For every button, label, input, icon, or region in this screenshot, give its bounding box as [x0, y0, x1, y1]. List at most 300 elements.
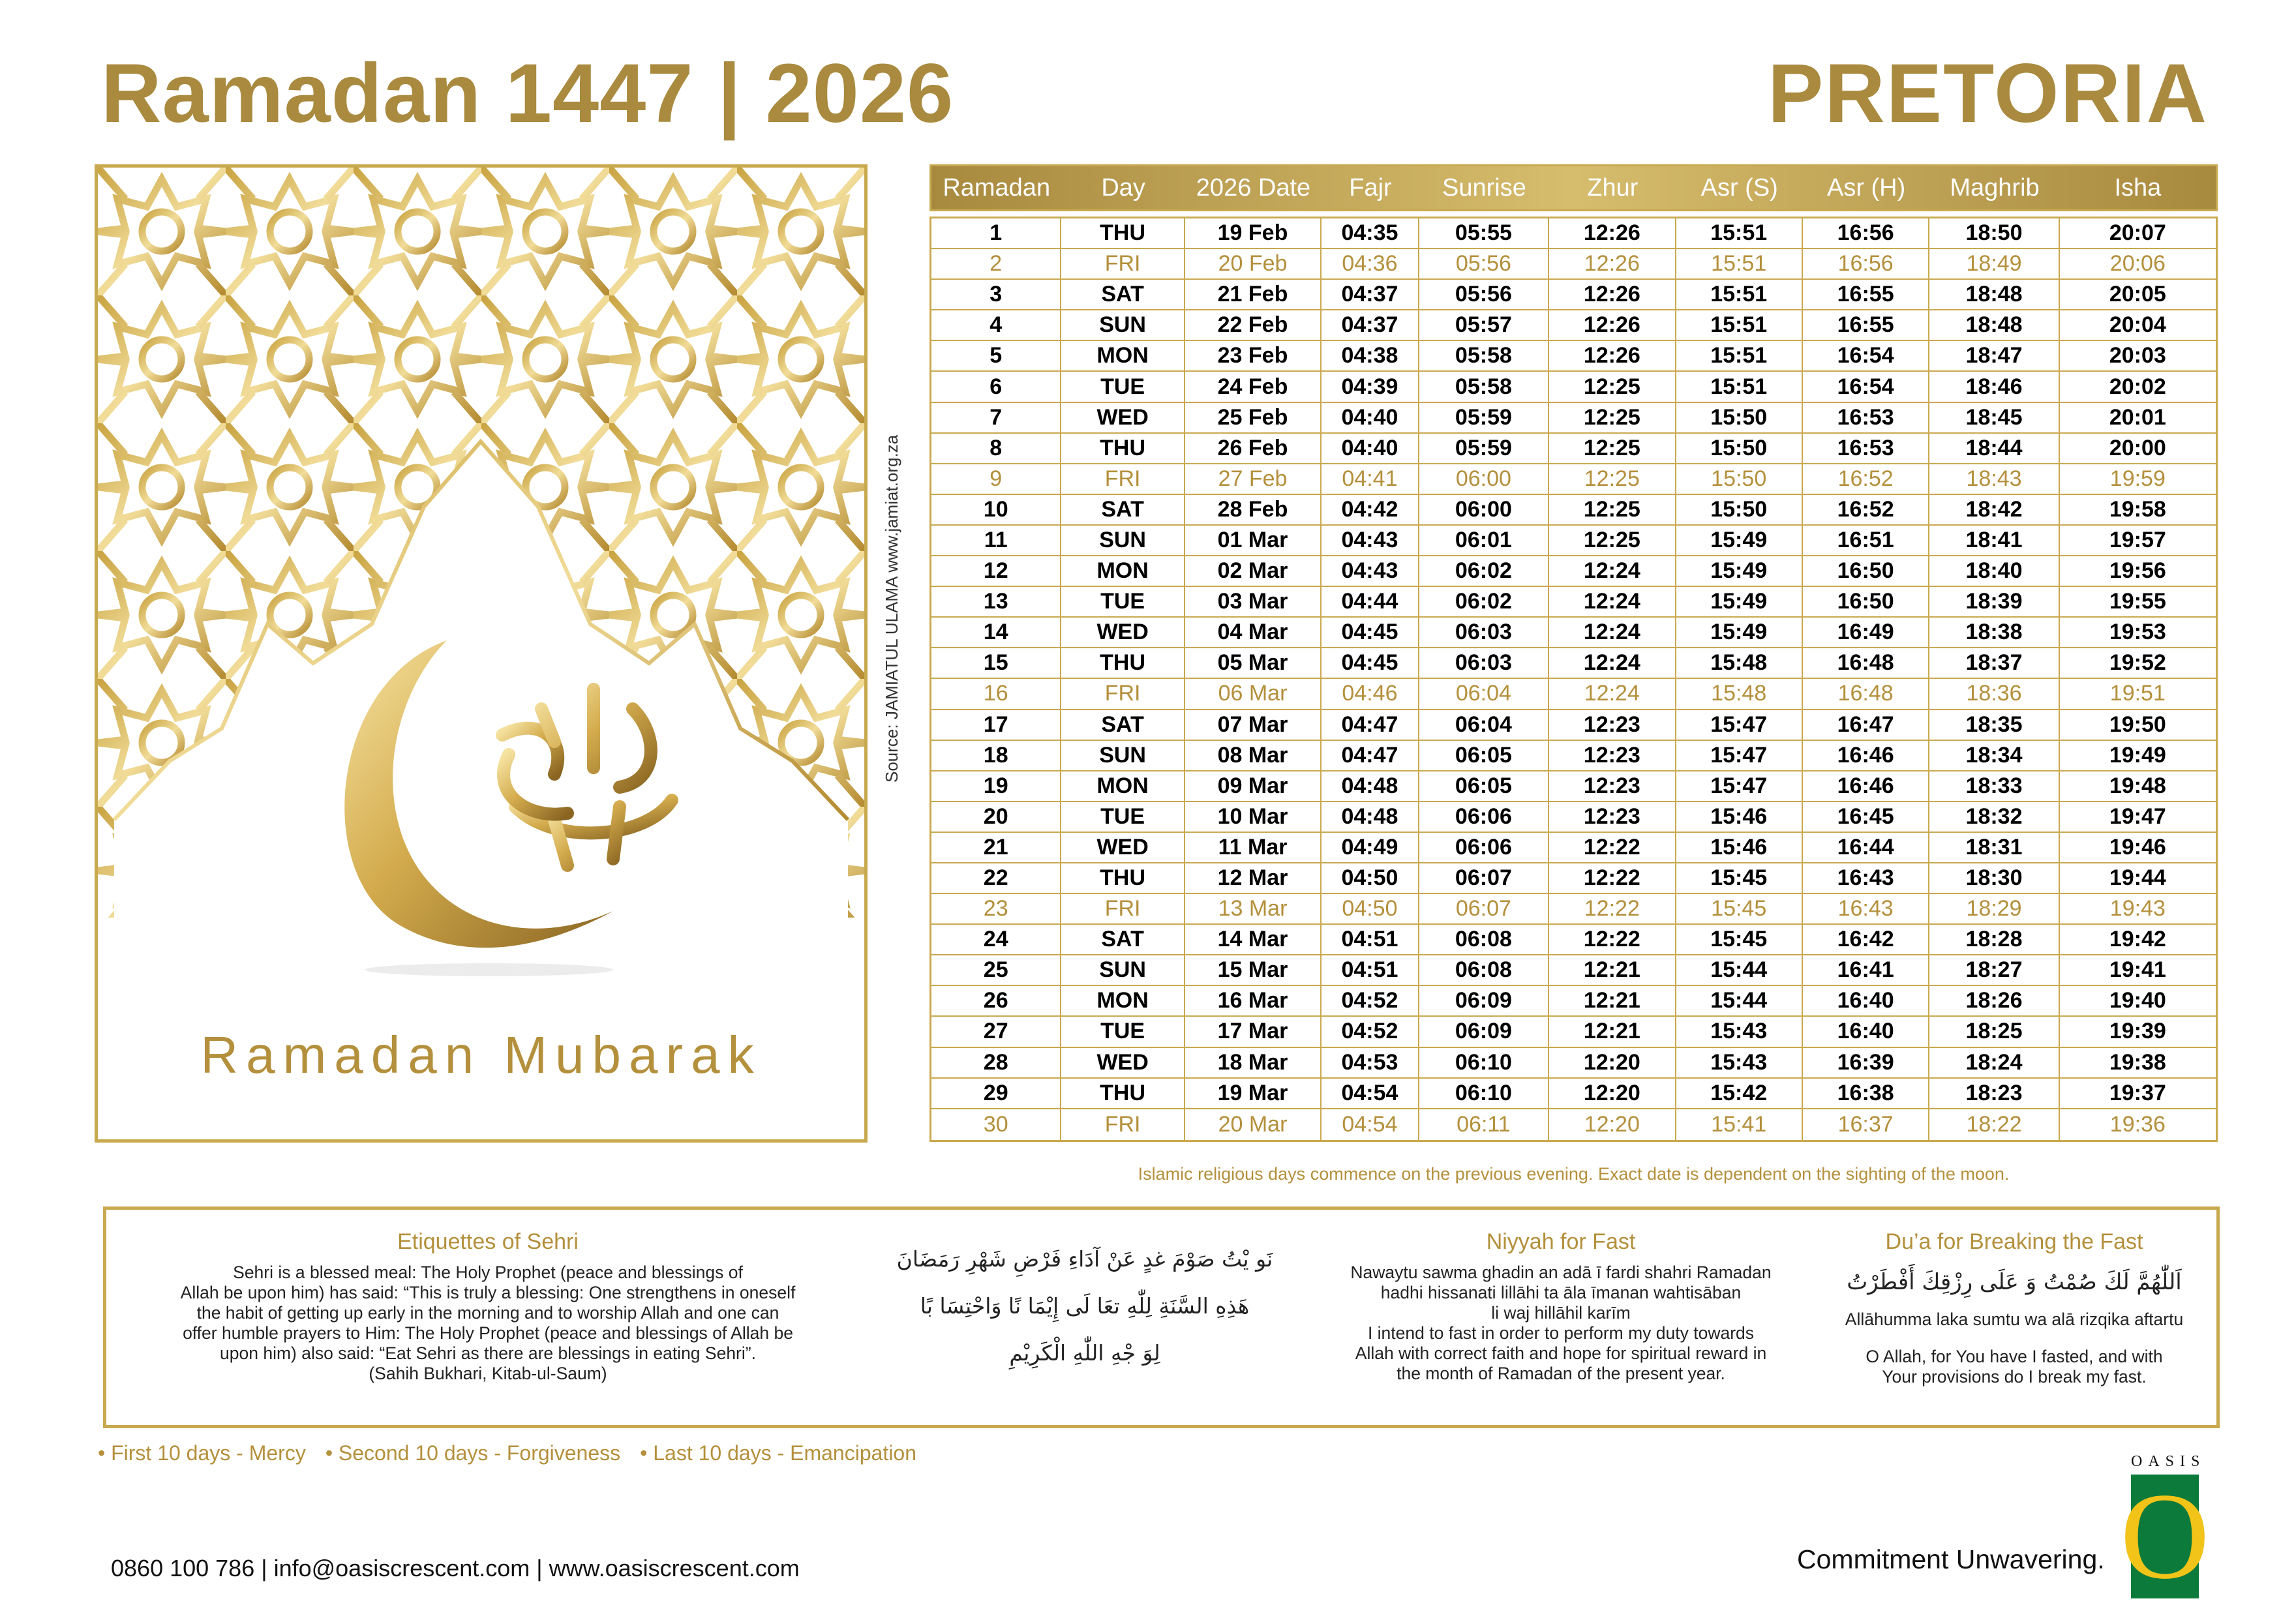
cell-fajr: 04:43: [1322, 526, 1419, 555]
cell-sunrise: 06:06: [1419, 802, 1549, 831]
cell-isha: 19:37: [2109, 1080, 2166, 1105]
cell-sunrise: 06:03: [1419, 618, 1549, 647]
tagline: Commitment Unwavering.: [1797, 1544, 2105, 1574]
cell-maghrib: 18:32: [1929, 802, 2059, 831]
cell-fajr: 04:40: [1322, 434, 1419, 463]
cell-ramadan-day: 26: [931, 986, 1061, 1015]
cell-zhur: 12:24: [1549, 556, 1676, 586]
cell-asr-s: 15:44: [1676, 955, 1803, 985]
cell-zhur: 12:22: [1549, 894, 1676, 923]
cell-isha: 19:39: [2109, 1019, 2166, 1044]
cell-zhur: 12:25: [1549, 464, 1676, 494]
table-row: [931, 310, 2216, 341]
geometric-pattern-illustration: [98, 168, 864, 1139]
cell-fajr: 04:49: [1322, 833, 1419, 862]
contact-details: 0860 100 786 | info@oasiscrescent.com | www.oasiscrescent.com: [111, 1555, 800, 1581]
logo-word: OASIS: [2131, 1453, 2206, 1470]
table-row: [931, 772, 2216, 802]
second-ten-days: • Second 10 days - Forgiveness: [325, 1441, 621, 1465]
cell-weekday: THU: [1061, 434, 1185, 463]
cell-zhur: 12:24: [1549, 618, 1676, 647]
cell-asr-s: 15:50: [1676, 464, 1803, 494]
cell-asr-h: 16:46: [1803, 741, 1929, 770]
cell-sunrise: 06:08: [1419, 925, 1549, 954]
cell-asr-s: 15:49: [1676, 618, 1803, 647]
cell-maghrib: 18:44: [1929, 434, 2059, 463]
timetable-body: [929, 217, 2218, 1142]
source-credit: Source: JAMIATUL ULAMA www.jamiat.org.za: [882, 434, 901, 783]
cell-date: 07 Mar: [1185, 710, 1322, 740]
cell-sunrise: 06:02: [1419, 587, 1549, 616]
cell-sunrise: 05:56: [1419, 280, 1549, 309]
cell-fajr: 04:42: [1322, 495, 1419, 524]
cell-weekday: WED: [1061, 403, 1185, 432]
cell-asr-s: 15:47: [1676, 772, 1803, 801]
cell-weekday: FRI: [1061, 894, 1185, 923]
cell-asr-s: 15:51: [1676, 372, 1803, 401]
cell-date: 26 Feb: [1185, 434, 1322, 463]
cell-zhur: 12:22: [1549, 925, 1676, 954]
ramadan-thirds: [98, 1441, 916, 1465]
cell-zhur: 12:23: [1549, 710, 1676, 740]
cell-asr-s: 15:45: [1676, 863, 1803, 893]
cell-sunrise: 06:10: [1419, 1048, 1549, 1077]
cell-date: 03 Mar: [1185, 587, 1322, 616]
cell-fajr: 04:48: [1322, 802, 1419, 831]
cell-asr-h: 16:44: [1803, 833, 1929, 862]
cell-date: 09 Mar: [1185, 772, 1322, 801]
cell-date: 19 Feb: [1185, 218, 1322, 248]
cell-zhur: 12:25: [1549, 526, 1676, 555]
cell-maghrib: 18:22: [1929, 1109, 2059, 1140]
cell-maghrib: 18:25: [1929, 1017, 2059, 1046]
cell-date: 25 Feb: [1185, 403, 1322, 432]
cell-fajr: 04:43: [1322, 556, 1419, 586]
cell-maghrib: 18:35: [1929, 710, 2059, 740]
col-header-maghrib: Maghrib: [1950, 173, 2040, 202]
table-row: [931, 341, 2216, 372]
cell-ramadan-day: 10: [931, 495, 1061, 524]
cell-asr-s: 15:43: [1676, 1017, 1803, 1046]
col-header-zhur: Zhur: [1587, 173, 1639, 202]
timetable-header: [929, 164, 2218, 211]
cell-isha: 20:04: [2109, 312, 2166, 338]
table-row: [931, 218, 2216, 249]
table-row: [931, 280, 2216, 310]
cell-asr-s: 15:51: [1676, 280, 1803, 309]
cell-sunrise: 05:56: [1419, 249, 1549, 278]
cell-maghrib: 18:38: [1929, 618, 2059, 647]
cell-isha: 20:05: [2109, 282, 2166, 307]
cell-fajr: 04:40: [1322, 403, 1419, 432]
first-ten-days: • First 10 days - Mercy: [98, 1441, 306, 1465]
cell-weekday: MON: [1061, 556, 1185, 586]
niyyah-arabic: نَو يْتُ صَوْمَ غدٍ عَنْ آدَاءِ فَرْضِ شَهْرِ رَمَضَانَ هَذِهِ السَّنَةِ لِلّٰهِ تعَا لَى إِيْمَا نًا وَاحْتِسَا بًا لِوَ جْهِ اللّٰهِ الْكَرِيْمِ: [896, 1246, 1273, 1366]
table-row: [931, 495, 2216, 526]
cell-isha: 19:42: [2109, 927, 2166, 952]
cell-asr-s: 15:45: [1676, 925, 1803, 954]
cell-maghrib: 18:37: [1929, 648, 2059, 678]
cell-zhur: 12:20: [1549, 1079, 1676, 1108]
cell-weekday: FRI: [1061, 679, 1185, 708]
cell-asr-h: 16:52: [1803, 464, 1929, 494]
cell-ramadan-day: 27: [931, 1017, 1061, 1046]
cell-fajr: 04:54: [1322, 1109, 1419, 1140]
cell-ramadan-day: 25: [931, 955, 1061, 985]
col-header-sunrise: Sunrise: [1442, 173, 1526, 202]
cell-weekday: THU: [1061, 648, 1185, 678]
cell-asr-h: 16:47: [1803, 710, 1929, 740]
cell-date: 19 Mar: [1185, 1079, 1322, 1108]
cell-date: 13 Mar: [1185, 894, 1322, 923]
cell-weekday: WED: [1061, 833, 1185, 862]
cell-date: 21 Feb: [1185, 280, 1322, 309]
moon-sighting-note: Islamic religious days commence on the previous evening. Exact date is dependent on the sighting of the moon.: [1138, 1164, 2010, 1184]
cell-sunrise: 06:05: [1419, 772, 1549, 801]
table-row: [931, 648, 2216, 679]
cell-zhur: 12:26: [1549, 218, 1676, 248]
cell-isha: 19:53: [2109, 620, 2166, 645]
cell-date: 12 Mar: [1185, 863, 1322, 893]
cell-zhur: 12:23: [1549, 741, 1676, 770]
cell-date: 24 Feb: [1185, 372, 1322, 401]
cell-ramadan-day: 9: [931, 464, 1061, 494]
cell-date: 11 Mar: [1185, 833, 1322, 862]
cell-asr-h: 16:56: [1803, 249, 1929, 278]
cell-zhur: 12:23: [1549, 802, 1676, 831]
cell-zhur: 12:25: [1549, 372, 1676, 401]
cell-date: 27 Feb: [1185, 464, 1322, 494]
cell-asr-h: 16:45: [1803, 802, 1929, 831]
table-row: [931, 249, 2216, 280]
cell-maghrib: 18:40: [1929, 556, 2059, 586]
table-row: [931, 710, 2216, 741]
cell-asr-s: 15:44: [1676, 986, 1803, 1015]
cell-isha: 19:55: [2109, 589, 2166, 614]
cell-ramadan-day: 5: [931, 341, 1061, 370]
cell-ramadan-day: 11: [931, 526, 1061, 555]
cell-date: 16 Mar: [1185, 986, 1322, 1015]
cell-ramadan-day: 3: [931, 280, 1061, 309]
cell-weekday: SAT: [1061, 925, 1185, 954]
cell-weekday: SUN: [1061, 741, 1185, 770]
cell-maghrib: 18:46: [1929, 372, 2059, 401]
cell-maghrib: 18:45: [1929, 403, 2059, 432]
cell-date: 10 Mar: [1185, 802, 1322, 831]
col-header-isha: Isha: [2114, 173, 2162, 202]
cell-weekday: MON: [1061, 772, 1185, 801]
table-row: [931, 955, 2216, 986]
cell-zhur: 12:23: [1549, 772, 1676, 801]
cell-ramadan-day: 15: [931, 648, 1061, 678]
cell-fajr: 04:46: [1322, 679, 1419, 708]
cell-fajr: 04:50: [1322, 863, 1419, 893]
cell-sunrise: 05:57: [1419, 310, 1549, 340]
cell-weekday: TUE: [1061, 1017, 1185, 1046]
cell-isha: 19:36: [2109, 1111, 2166, 1137]
cell-maghrib: 18:48: [1929, 280, 2059, 309]
table-row: [931, 1109, 2216, 1140]
cell-zhur: 12:24: [1549, 648, 1676, 678]
cell-isha: 19:48: [2109, 773, 2166, 798]
cell-fajr: 04:36: [1322, 249, 1419, 278]
cell-zhur: 12:25: [1549, 495, 1676, 524]
cell-asr-s: 15:51: [1676, 218, 1803, 248]
cell-isha: 20:02: [2109, 374, 2166, 399]
dua-transliteration: Allāhumma laka sumtu wa alā rizqika aftartu: [1845, 1310, 2184, 1329]
cell-ramadan-day: 12: [931, 556, 1061, 586]
cell-sunrise: 05:58: [1419, 341, 1549, 370]
cell-sunrise: 06:07: [1419, 894, 1549, 923]
cell-weekday: FRI: [1061, 464, 1185, 494]
cell-asr-h: 16:48: [1803, 648, 1929, 678]
table-row: [931, 434, 2216, 464]
cell-fajr: 04:48: [1322, 772, 1419, 801]
cell-sunrise: 06:00: [1419, 464, 1549, 494]
cell-sunrise: 06:04: [1419, 679, 1549, 708]
cell-isha: 19:52: [2109, 650, 2166, 676]
cell-isha: 19:58: [2109, 496, 2166, 522]
cell-weekday: FRI: [1061, 1109, 1185, 1140]
sehri-section: [132, 1229, 843, 1384]
cell-date: 20 Feb: [1185, 249, 1322, 278]
cell-fajr: 04:37: [1322, 310, 1419, 340]
table-row: [931, 464, 2216, 495]
page-title: Ramadan 1447 | 2026: [101, 47, 954, 140]
cell-ramadan-day: 6: [931, 372, 1061, 401]
cell-fajr: 04:44: [1322, 587, 1419, 616]
cell-asr-h: 16:43: [1803, 863, 1929, 893]
cell-fajr: 04:47: [1322, 710, 1419, 740]
cell-ramadan-day: 17: [931, 710, 1061, 740]
cell-asr-s: 15:50: [1676, 434, 1803, 463]
cell-sunrise: 06:08: [1419, 955, 1549, 985]
dua-section: [1822, 1229, 2207, 1387]
cell-weekday: THU: [1061, 1079, 1185, 1108]
cell-ramadan-day: 13: [931, 587, 1061, 616]
cell-ramadan-day: 7: [931, 403, 1061, 432]
cell-zhur: 12:25: [1549, 434, 1676, 463]
col-header-day: Day: [1101, 173, 1145, 202]
cell-asr-h: 16:43: [1803, 894, 1929, 923]
cell-asr-h: 16:40: [1803, 986, 1929, 1015]
cell-sunrise: 05:59: [1419, 434, 1549, 463]
cell-isha: 19:59: [2109, 466, 2166, 491]
ramadan-illustration-panel: [95, 164, 868, 1143]
dua-translation: O Allah, for You have I fasted, and with Your provisions do I break my fast.: [1865, 1347, 2163, 1386]
cell-isha: 20:01: [2109, 404, 2166, 430]
cell-asr-h: 16:53: [1803, 403, 1929, 432]
cell-fajr: 04:53: [1322, 1048, 1419, 1077]
cell-maghrib: 18:26: [1929, 986, 2059, 1015]
cell-fajr: 04:52: [1322, 986, 1419, 1015]
cell-maghrib: 18:31: [1929, 833, 2059, 862]
cell-ramadan-day: 8: [931, 434, 1061, 463]
table-row: [931, 1079, 2216, 1109]
cell-weekday: SAT: [1061, 495, 1185, 524]
cell-sunrise: 06:00: [1419, 495, 1549, 524]
sehri-title: Etiquettes of Sehri: [397, 1229, 579, 1254]
last-ten-days: • Last 10 days - Emancipation: [640, 1441, 917, 1465]
cell-asr-s: 15:48: [1676, 648, 1803, 678]
cell-asr-h: 16:39: [1803, 1048, 1929, 1077]
cell-ramadan-day: 16: [931, 679, 1061, 708]
cell-weekday: SAT: [1061, 280, 1185, 309]
cell-weekday: TUE: [1061, 587, 1185, 616]
cell-maghrib: 18:49: [1929, 249, 2059, 278]
cell-maghrib: 18:50: [1929, 218, 2059, 248]
cell-ramadan-day: 23: [931, 894, 1061, 923]
cell-date: 28 Feb: [1185, 495, 1322, 524]
cell-asr-h: 16:41: [1803, 955, 1929, 985]
col-header-date: 2026 Date: [1196, 173, 1311, 202]
cell-asr-s: 15:45: [1676, 894, 1803, 923]
cell-asr-s: 15:49: [1676, 587, 1803, 616]
cell-ramadan-day: 14: [931, 618, 1061, 647]
cell-weekday: MON: [1061, 986, 1185, 1015]
city-name: PRETORIA: [1767, 47, 2208, 140]
cell-maghrib: 18:30: [1929, 863, 2059, 893]
cell-ramadan-day: 2: [931, 249, 1061, 278]
cell-asr-h: 16:51: [1803, 526, 1929, 555]
cell-zhur: 12:20: [1549, 1109, 1676, 1140]
cell-date: 18 Mar: [1185, 1048, 1322, 1077]
col-header-asr-h: Asr (H): [1826, 173, 1906, 202]
cell-fajr: 04:47: [1322, 741, 1419, 770]
cell-asr-h: 16:53: [1803, 434, 1929, 463]
cell-zhur: 12:21: [1549, 986, 1676, 1015]
cell-ramadan-day: 24: [931, 925, 1061, 954]
cell-weekday: SAT: [1061, 710, 1185, 740]
cell-date: 23 Feb: [1185, 341, 1322, 370]
cell-ramadan-day: 29: [931, 1079, 1061, 1108]
cell-date: 17 Mar: [1185, 1017, 1322, 1046]
cell-isha: 19:38: [2109, 1049, 2166, 1075]
ramadan-mubarak-text: Ramadan Mubarak: [200, 1026, 762, 1084]
cell-zhur: 12:25: [1549, 403, 1676, 432]
cell-zhur: 12:24: [1549, 587, 1676, 616]
table-row: [931, 587, 2216, 618]
cell-asr-h: 16:49: [1803, 618, 1929, 647]
cell-zhur: 12:21: [1549, 955, 1676, 985]
cell-weekday: WED: [1061, 618, 1185, 647]
table-row: [931, 403, 2216, 434]
cell-sunrise: 06:07: [1419, 863, 1549, 893]
table-row: [931, 526, 2216, 556]
table-row: [931, 618, 2216, 648]
niyyah-title: Niyyah for Fast: [1486, 1229, 1636, 1254]
cell-asr-s: 15:47: [1676, 741, 1803, 770]
cell-ramadan-day: 1: [931, 218, 1061, 248]
cell-fajr: 04:45: [1322, 648, 1419, 678]
table-row: [931, 1048, 2216, 1079]
cell-isha: 20:07: [2109, 220, 2166, 246]
cell-ramadan-day: 18: [931, 741, 1061, 770]
table-row: [931, 1017, 2216, 1047]
cell-weekday: THU: [1061, 218, 1185, 248]
cell-sunrise: 06:01: [1419, 526, 1549, 555]
table-row: [931, 741, 2216, 772]
cell-maghrib: 18:41: [1929, 526, 2059, 555]
cell-date: 02 Mar: [1185, 556, 1322, 586]
cell-ramadan-day: 22: [931, 863, 1061, 893]
cell-asr-s: 15:51: [1676, 249, 1803, 278]
cell-isha: 20:03: [2109, 343, 2166, 368]
cell-date: 15 Mar: [1185, 955, 1322, 985]
cell-zhur: 12:22: [1549, 833, 1676, 862]
cell-sunrise: 06:05: [1419, 741, 1549, 770]
table-row: [931, 556, 2216, 587]
cell-weekday: TUE: [1061, 372, 1185, 401]
cell-isha: 19:57: [2109, 527, 2166, 552]
cell-asr-s: 15:51: [1676, 341, 1803, 370]
cell-asr-s: 15:41: [1676, 1109, 1803, 1140]
cell-date: 06 Mar: [1185, 679, 1322, 708]
logo-box: [2120, 1468, 2210, 1605]
table-row: [931, 802, 2216, 833]
cell-isha: 19:49: [2109, 742, 2166, 768]
cell-ramadan-day: 21: [931, 833, 1061, 862]
table-row: [931, 679, 2216, 710]
cell-sunrise: 06:04: [1419, 710, 1549, 740]
cell-fajr: 04:50: [1322, 894, 1419, 923]
cell-sunrise: 05:58: [1419, 372, 1549, 401]
cell-asr-h: 16:40: [1803, 1017, 1929, 1046]
cell-sunrise: 06:11: [1419, 1109, 1549, 1140]
cell-zhur: 12:26: [1549, 310, 1676, 340]
cell-maghrib: 18:47: [1929, 341, 2059, 370]
cell-asr-h: 16:55: [1803, 310, 1929, 340]
niyyah-section: [1326, 1229, 1796, 1384]
col-header-ramadan: Ramadan: [943, 173, 1051, 202]
cell-ramadan-day: 30: [931, 1109, 1061, 1140]
cell-maghrib: 18:29: [1929, 894, 2059, 923]
cell-maghrib: 18:36: [1929, 679, 2059, 708]
cell-asr-s: 15:46: [1676, 802, 1803, 831]
cell-maghrib: 18:28: [1929, 925, 2059, 954]
cell-asr-h: 16:56: [1803, 218, 1929, 248]
cell-fajr: 04:41: [1322, 464, 1419, 494]
cell-zhur: 12:26: [1549, 341, 1676, 370]
logo-letter: O: [2120, 1468, 2210, 1605]
cell-asr-s: 15:46: [1676, 833, 1803, 862]
cell-maghrib: 18:33: [1929, 772, 2059, 801]
cell-zhur: 12:22: [1549, 863, 1676, 893]
cell-asr-h: 16:42: [1803, 925, 1929, 954]
cell-date: 05 Mar: [1185, 648, 1322, 678]
cell-weekday: SUN: [1061, 310, 1185, 340]
cell-fajr: 04:54: [1322, 1079, 1419, 1108]
cell-fajr: 04:45: [1322, 618, 1419, 647]
cell-zhur: 12:26: [1549, 280, 1676, 309]
cell-weekday: SUN: [1061, 526, 1185, 555]
table-row: [931, 372, 2216, 402]
cell-date: 08 Mar: [1185, 741, 1322, 770]
info-box: [103, 1206, 2220, 1428]
cell-date: 22 Feb: [1185, 310, 1322, 340]
cell-maghrib: 18:34: [1929, 741, 2059, 770]
cell-sunrise: 06:09: [1419, 1017, 1549, 1046]
cell-ramadan-day: 19: [931, 772, 1061, 801]
col-header-fajr: Fajr: [1349, 173, 1392, 202]
cell-maghrib: 18:27: [1929, 955, 2059, 985]
cell-date: 14 Mar: [1185, 925, 1322, 954]
cell-isha: 19:47: [2109, 803, 2166, 829]
cell-asr-s: 15:48: [1676, 679, 1803, 708]
cell-zhur: 12:26: [1549, 249, 1676, 278]
cell-asr-h: 16:50: [1803, 556, 1929, 586]
sehri-text: Sehri is a blessed meal: The Holy Prophet (peace and blessings of Allah be upon him) has said: “This is truly a blessing: One strengthens in oneself the habit of getting up early in the morning and to worship Allah and one can offer humble prayers to Him: The Holy Prophet (peace and blessings of Allah be upon him) also said: “Eat Sehri as there are blessings in eating Sehri”. (Sahih Bukhari, Kitab-ul-Saum): [180, 1263, 796, 1383]
